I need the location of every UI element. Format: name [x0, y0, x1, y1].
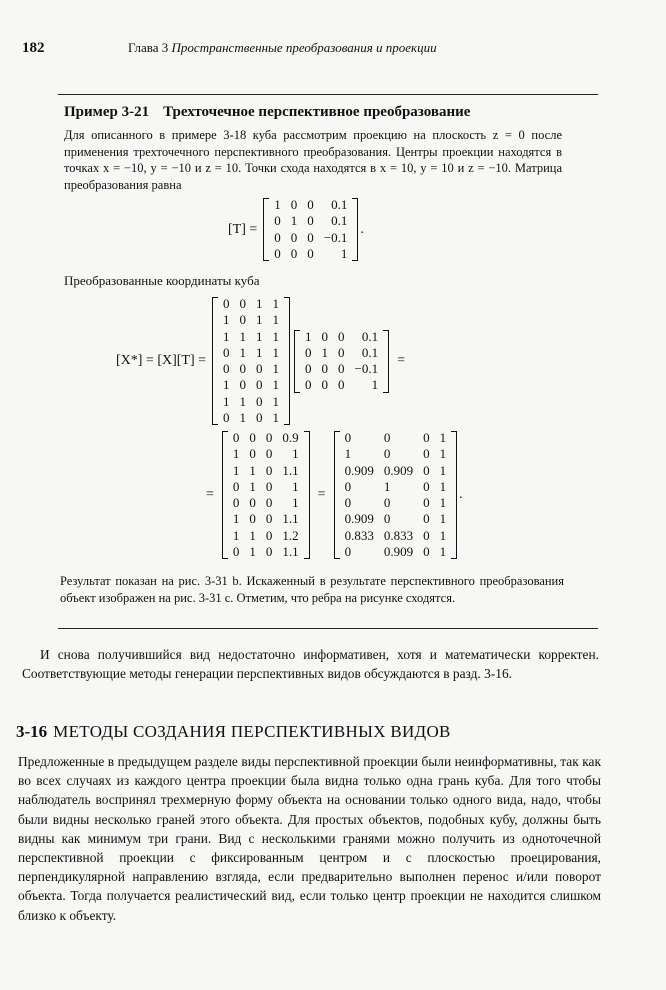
- intermediate-matrix-row: [228, 446, 304, 462]
- intermediate-matrix-cell: 0: [232, 495, 240, 511]
- intermediate-matrix-cell: 0: [265, 495, 273, 511]
- intermediate-matrix-cell: 1: [232, 446, 240, 462]
- result-matrix-row: [340, 479, 452, 495]
- result-matrix-row: [340, 463, 452, 479]
- intermediate-matrix-row: [228, 528, 304, 544]
- t-matrix-repeat-cell: 0: [321, 328, 329, 344]
- example-number: Пример 3-21: [64, 104, 150, 120]
- t-matrix-repeat-cell: 0.1: [361, 328, 379, 344]
- t-matrix: [263, 197, 358, 262]
- t-matrix-cell: 0: [274, 213, 281, 229]
- result-matrix-cell: 0: [383, 511, 391, 527]
- intermediate-matrix-cell: 0.9: [282, 430, 299, 445]
- intermediate-matrix-cell: 0: [249, 430, 256, 445]
- result-period: .: [459, 487, 463, 503]
- result-matrix-cell: 0: [383, 430, 391, 445]
- result-matrix-row: [340, 446, 452, 462]
- paragraph-after-example: И снова получившийся вид недостаточно информативен, хотя и математически корректен. Соответствующие методы генерации перспективных видов обсуждаются в разд. 3-16.: [22, 647, 599, 682]
- x-matrix-cell: 1: [256, 296, 263, 311]
- x-matrix-cell: 0: [256, 377, 263, 393]
- x-matrix-row: [218, 377, 284, 393]
- intermediate-matrix-row: [228, 430, 304, 446]
- x-matrix-cell: 1: [223, 377, 230, 393]
- x-matrix-cell: 1: [272, 393, 280, 409]
- result-matrix-cell: 1: [439, 511, 447, 527]
- result-matrix-cell: 0: [344, 478, 352, 494]
- x-matrix-cell: 0: [239, 312, 247, 328]
- x-matrix-cell: 1: [272, 361, 280, 377]
- example-top-rule: [58, 94, 598, 95]
- intermediate-matrix-cell: 1: [232, 511, 240, 527]
- result-matrix-cell: 0.833: [383, 527, 414, 543]
- result-equals: =: [317, 487, 326, 503]
- t-matrix-repeat-cell: 0: [305, 361, 312, 377]
- result-matrix-cell: 0: [423, 511, 430, 527]
- x-matrix-cell: 0: [239, 377, 247, 393]
- t-matrix-period: .: [360, 221, 364, 237]
- transformed-coordinates-label: Преобразованные координаты куба: [64, 273, 260, 288]
- result-matrix-cell: 0.909: [344, 462, 374, 478]
- x-matrix-row: [218, 361, 284, 377]
- result-matrix-row: [340, 528, 452, 544]
- product-equals: =: [397, 353, 406, 369]
- t-matrix-cell: 0: [290, 245, 298, 261]
- x-matrix-row: [218, 410, 284, 426]
- result-matrix-cell: 0: [383, 495, 391, 511]
- t-matrix-repeat-cell: −0.1: [354, 361, 379, 377]
- intermediate-matrix-row: [228, 495, 304, 511]
- result-matrix-cell: 0.909: [383, 462, 414, 478]
- t-matrix-row: [269, 246, 352, 262]
- t-matrix-repeat-cell: 0: [338, 328, 345, 344]
- result-matrix-cell: 1: [344, 446, 352, 462]
- t-matrix-cell: 0: [307, 245, 314, 261]
- t-matrix-repeat-cell: 0: [338, 344, 345, 360]
- intermediate-matrix: [222, 430, 310, 560]
- t-matrix-cell: 1: [340, 245, 348, 261]
- t-matrix-cell: 0: [290, 197, 298, 212]
- x-matrix-cell: 0: [256, 361, 263, 377]
- x-matrix-cell: 1: [272, 296, 280, 311]
- x-matrix-row: [218, 329, 284, 345]
- result-matrix-cell: 0: [423, 478, 430, 494]
- intermediate-matrix-cell: 0: [265, 446, 273, 462]
- chapter-label: Глава 3: [128, 40, 169, 55]
- t-matrix-repeat-cell: 0.1: [361, 344, 379, 360]
- result-matrix: [334, 430, 458, 560]
- section-number: 3-16: [16, 722, 48, 741]
- intermediate-matrix-cell: 1.2: [282, 527, 299, 543]
- result-matrix-cell: 0: [344, 430, 352, 445]
- intermediate-matrix-cell: 1: [232, 527, 240, 543]
- x-matrix-cell: 1: [272, 344, 280, 360]
- intermediate-matrix-cell: 0: [232, 544, 240, 560]
- t-matrix-cell: 0: [274, 229, 281, 245]
- x-matrix-cell: 1: [272, 328, 280, 344]
- x-matrix-cell: 0: [256, 393, 263, 409]
- example-conclusion: Результат показан на рис. 3-31 b. Искаженный в результате перспективного преобразования объект изображен на рис. 3-31 c. Отметим, что ребра на рисунке сходятся.: [60, 574, 564, 605]
- t-matrix-cell: 1: [290, 213, 298, 229]
- result-matrix-cell: 1: [439, 478, 447, 494]
- x-matrix-cell: 0: [223, 410, 230, 426]
- x-matrix-cell: 1: [272, 312, 280, 328]
- x-matrix-cell: 0: [256, 410, 263, 426]
- intermediate-matrix-cell: 1.1: [282, 511, 299, 527]
- product-equation-label: [X*] = [X][T] =: [116, 353, 207, 369]
- t-matrix-repeat-cell: 1: [321, 344, 329, 360]
- result-matrix-cell: 0.909: [383, 544, 414, 560]
- page-number: 182: [22, 40, 45, 56]
- t-matrix-cell: −0.1: [323, 229, 348, 245]
- x-matrix-cell: 0: [239, 296, 247, 311]
- result-matrix-cell: 0.909: [344, 511, 374, 527]
- result-equation: [206, 430, 463, 560]
- t-matrix-repeat-row: [300, 361, 383, 377]
- intermediate-equals: =: [206, 487, 214, 503]
- t-matrix-cell: 0: [274, 245, 281, 261]
- x-matrix-cell: 1: [272, 410, 280, 426]
- section-paragraph: Предложенные в предыдущем разделе виды перспективной проекции были неинформативны, так как во всех случаях из каждого центра проекции была видна только одна грань куба. Для того чтобы наблюдатель воспринял трехмерную форму объекта на основании только одного вида, надо, чтобы были видны несколько граней этого объекта. Для простых объектов, подобных кубу, должны быть видны как минимум три грани. Вид с несколькими гранями можно получить из одноточечной перспективной проекции с фиксированным центром и с плоскостью проецирования, перпендикулярной направлению взгляда, если предварительно выполнен перенос и/или поворот объекта. Тогда получается реалистический вид, если только центр проекции не находится слишком близко к объекту.: [18, 754, 601, 923]
- intermediate-matrix-cell: 1.1: [282, 544, 299, 560]
- result-matrix-row: [340, 495, 452, 511]
- intermediate-matrix-cell: 0: [249, 511, 256, 527]
- result-matrix-cell: 0: [344, 544, 352, 560]
- product-equation: [116, 296, 405, 426]
- x-matrix-cell: 1: [223, 328, 230, 344]
- x-matrix-cell: 1: [239, 410, 247, 426]
- example-title: Трехточечное перспективное преобразование: [163, 104, 471, 120]
- t-matrix-repeat-row: [300, 377, 383, 393]
- t-matrix-cell: 0: [307, 197, 314, 212]
- x-matrix-cell: 1: [239, 328, 247, 344]
- t-matrix-cell: 0: [290, 229, 298, 245]
- intermediate-matrix-cell: 1: [232, 462, 240, 478]
- result-matrix-cell: 0: [423, 446, 430, 462]
- section-title: МЕТОДЫ СОЗДАНИЯ ПЕРСПЕКТИВНЫХ ВИДОВ: [53, 722, 451, 741]
- t-matrix-cell: 0.1: [331, 213, 348, 229]
- t-matrix-row: [269, 213, 352, 229]
- result-matrix-cell: 0: [423, 462, 430, 478]
- running-header: [22, 40, 622, 62]
- x-matrix-row: [218, 312, 284, 328]
- t-matrix-row: [269, 197, 352, 213]
- intermediate-matrix-cell: 0: [265, 462, 273, 478]
- t-matrix-repeat-cell: 0: [305, 377, 312, 393]
- intermediate-matrix-row: [228, 544, 304, 560]
- intermediate-matrix-row: [228, 511, 304, 527]
- section-heading: [16, 722, 451, 742]
- t-matrix-repeat-cell: 1: [305, 328, 312, 344]
- x-matrix-row: [218, 394, 284, 410]
- result-matrix-row: [340, 511, 452, 527]
- x-matrix-cell: 1: [272, 377, 280, 393]
- result-matrix-cell: 0: [344, 495, 352, 511]
- intermediate-matrix-row: [228, 479, 304, 495]
- result-matrix-row: [340, 430, 452, 446]
- x-matrix-cell: 0: [239, 361, 247, 377]
- t-matrix-cell: 0: [307, 213, 314, 229]
- t-matrix-cell: 0.1: [331, 197, 348, 212]
- x-matrix-cell: 1: [256, 328, 263, 344]
- t-matrix-repeat: [294, 329, 389, 394]
- x-matrix-cell: 1: [223, 312, 230, 328]
- result-matrix-cell: 0: [383, 446, 391, 462]
- intermediate-matrix-cell: 1: [292, 495, 299, 511]
- x-matrix-cell: 1: [239, 344, 247, 360]
- x-matrix-row: [218, 296, 284, 312]
- intermediate-matrix-cell: 0: [265, 544, 273, 560]
- result-matrix-cell: 1: [383, 478, 391, 494]
- x-matrix: [212, 296, 290, 426]
- intermediate-matrix-cell: 1: [249, 478, 256, 494]
- t-matrix-repeat-row: [300, 345, 383, 361]
- result-matrix-cell: 1: [439, 446, 447, 462]
- t-matrix-repeat-row: [300, 329, 383, 345]
- intermediate-matrix-cell: 0: [249, 495, 256, 511]
- t-matrix-cell: 0: [307, 229, 314, 245]
- intermediate-matrix-cell: 1: [249, 544, 256, 560]
- t-matrix-repeat-cell: 0: [305, 344, 312, 360]
- example-intro: Для описанного в примере 3-18 куба рассмотрим проекцию на плоскость z = 0 после применения трехточечного перспективного преобразования. Центры проекции находятся в точках x = −10, y = −10 и z = 10. Точки схода находятся в x = 10, y = 10 и z = −10. Матрица преобразования равна: [64, 128, 562, 193]
- intermediate-matrix-cell: 0: [265, 527, 273, 543]
- x-matrix-cell: 0: [223, 296, 230, 311]
- x-matrix-cell: 0: [223, 344, 230, 360]
- t-matrix-repeat-cell: 0: [338, 361, 345, 377]
- x-matrix-cell: 1: [256, 312, 263, 328]
- t-matrix-repeat-cell: 0: [321, 377, 329, 393]
- result-matrix-cell: 1: [439, 527, 447, 543]
- running-head-title: [128, 40, 437, 56]
- intermediate-matrix-cell: 0: [232, 430, 240, 445]
- result-matrix-row: [340, 544, 452, 560]
- result-matrix-cell: 0.833: [344, 527, 374, 543]
- x-matrix-cell: 1: [223, 393, 230, 409]
- result-matrix-cell: 1: [439, 544, 447, 560]
- result-matrix-cell: 1: [439, 430, 447, 445]
- result-matrix-cell: 1: [439, 495, 447, 511]
- t-matrix-row: [269, 230, 352, 246]
- intermediate-matrix-cell: 1.1: [282, 462, 299, 478]
- t-matrix-repeat-cell: 0: [321, 361, 329, 377]
- example-heading: [64, 104, 470, 121]
- t-matrix-cell: 1: [274, 197, 281, 212]
- result-matrix-cell: 0: [423, 430, 430, 445]
- intermediate-matrix-cell: 0: [265, 511, 273, 527]
- intermediate-matrix-cell: 1: [249, 527, 256, 543]
- intermediate-matrix-cell: 1: [292, 446, 299, 462]
- intermediate-matrix-cell: 0: [265, 478, 273, 494]
- result-matrix-cell: 0: [423, 495, 430, 511]
- intermediate-matrix-cell: 0: [249, 446, 256, 462]
- intermediate-matrix-cell: 1: [249, 462, 256, 478]
- t-matrix-repeat-cell: 0: [338, 377, 345, 393]
- result-matrix-cell: 0: [423, 527, 430, 543]
- result-matrix-cell: 1: [439, 462, 447, 478]
- intermediate-matrix-row: [228, 463, 304, 479]
- intermediate-matrix-cell: 0: [232, 478, 240, 494]
- intermediate-matrix-cell: 1: [292, 478, 299, 494]
- t-matrix-repeat-cell: 1: [371, 377, 379, 393]
- x-matrix-row: [218, 345, 284, 361]
- x-matrix-cell: 1: [256, 344, 263, 360]
- intermediate-matrix-cell: 0: [265, 430, 273, 445]
- t-matrix-equation: [228, 197, 364, 262]
- example-bottom-rule: [58, 628, 598, 629]
- chapter-title: Пространственные преобразования и проекции: [171, 40, 437, 55]
- result-matrix-cell: 0: [423, 544, 430, 560]
- t-matrix-label: [T] =: [228, 221, 258, 237]
- x-matrix-cell: 1: [239, 393, 247, 409]
- x-matrix-cell: 0: [223, 361, 230, 377]
